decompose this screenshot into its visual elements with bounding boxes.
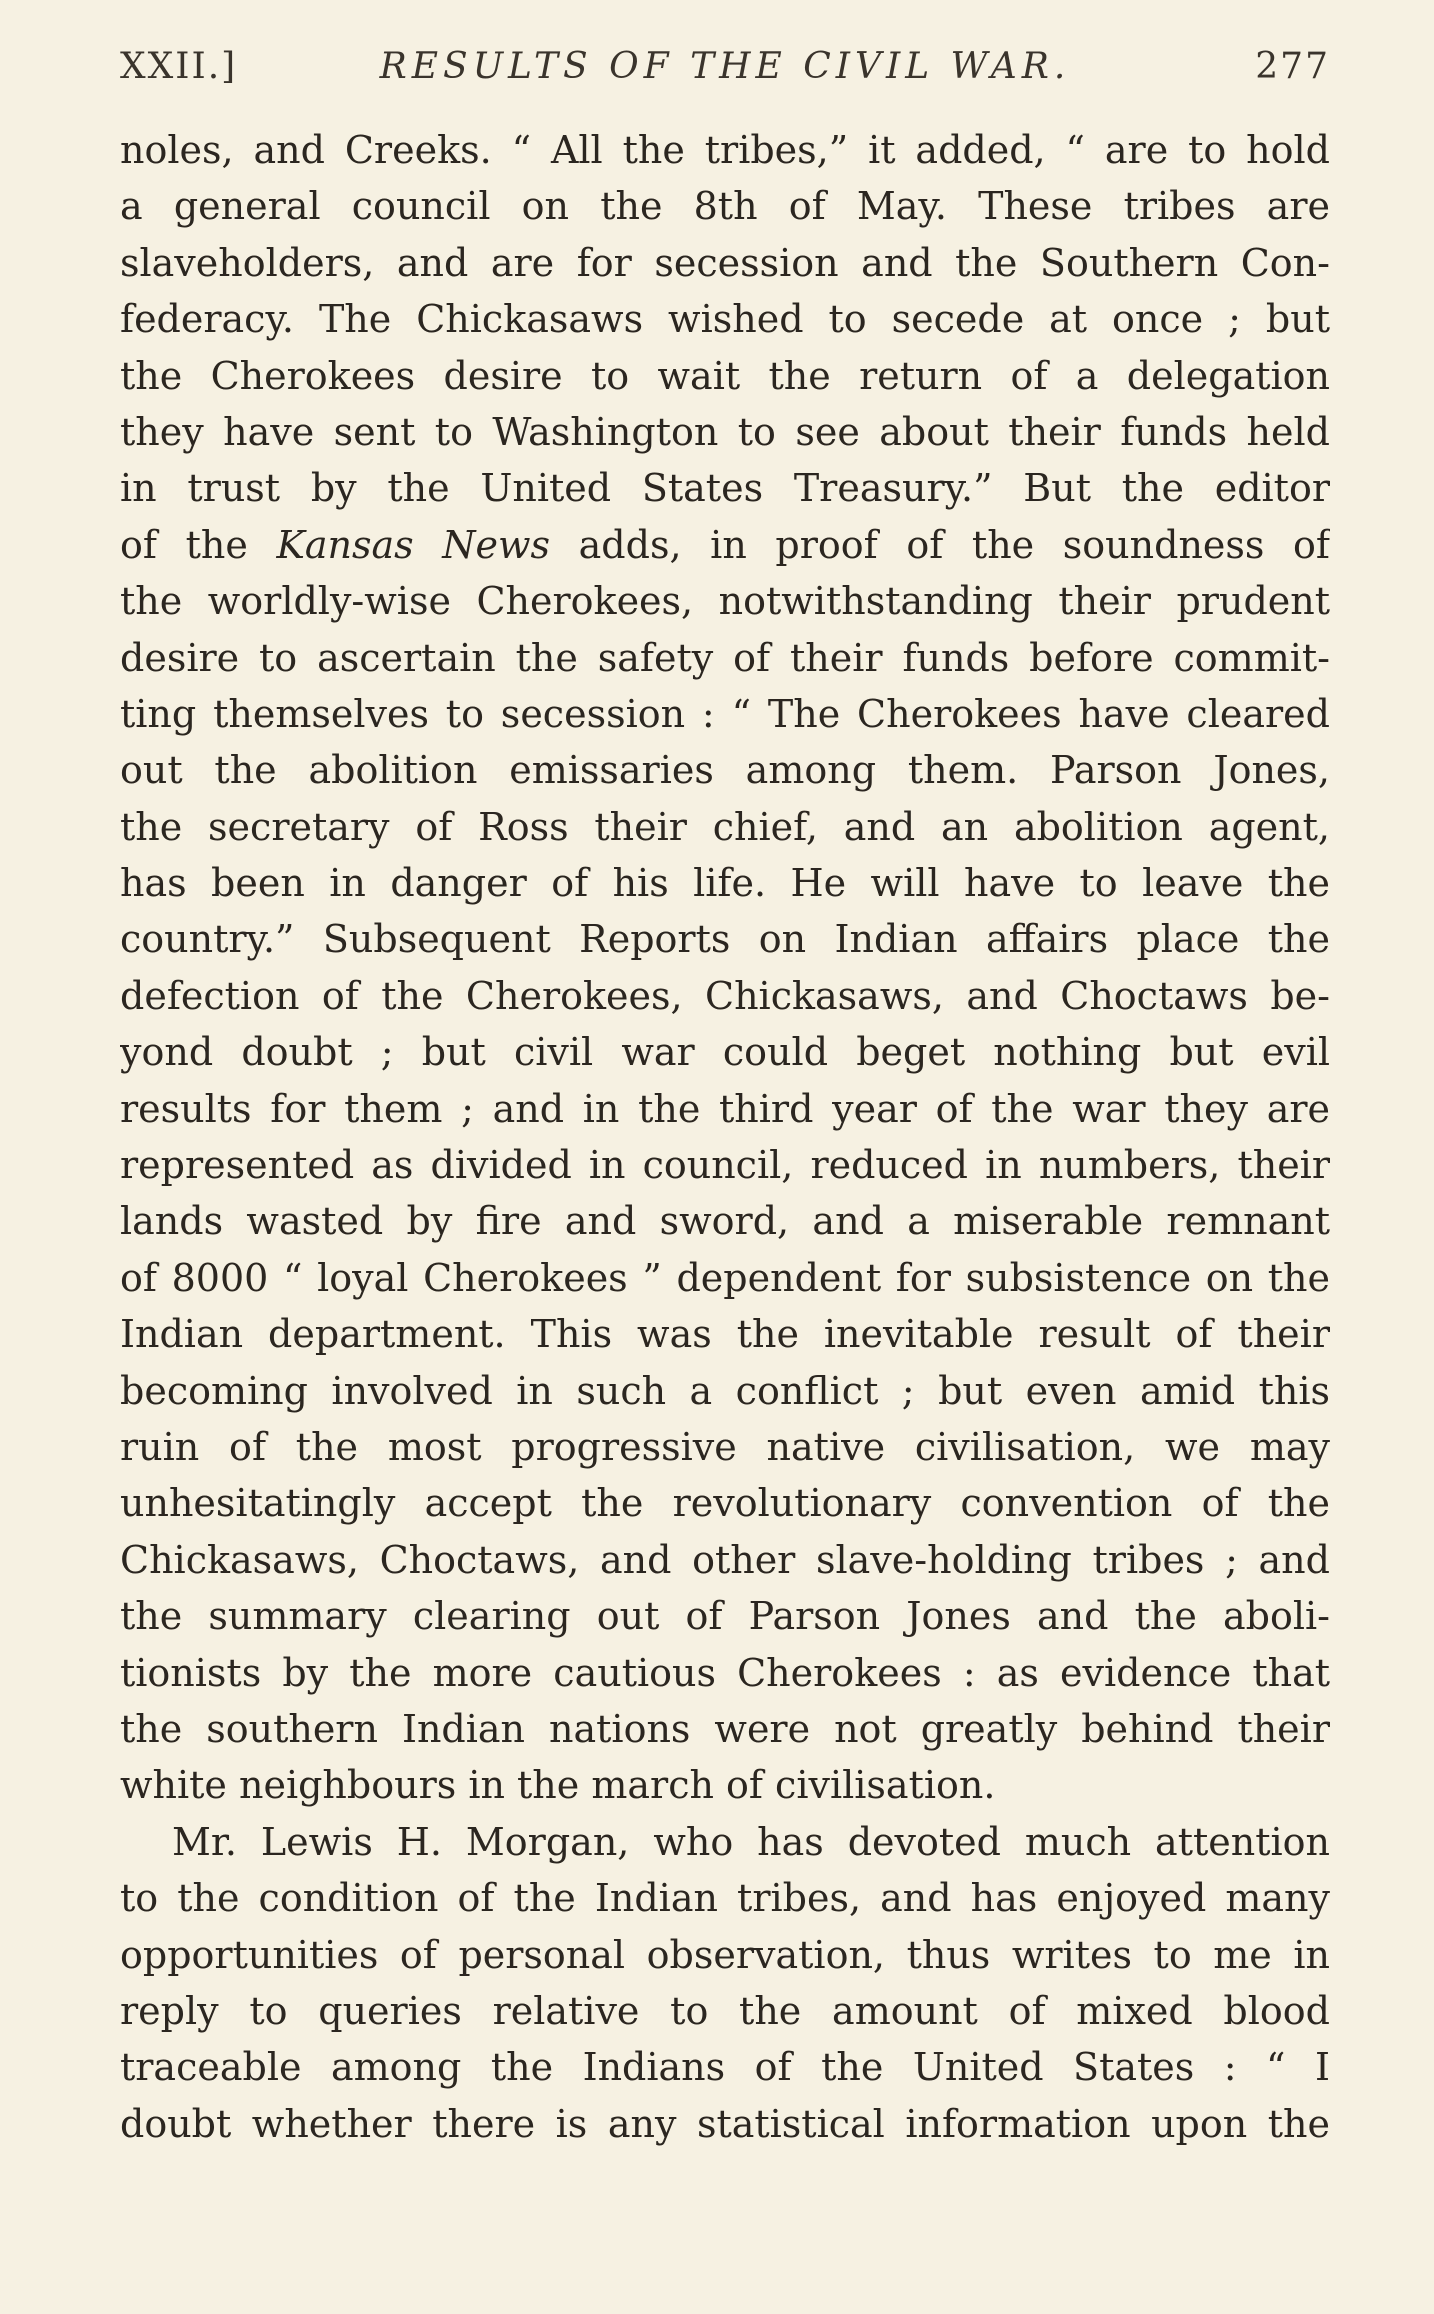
text-line: traceable among the Indians of the United States : “ I <box>120 2045 1330 2090</box>
text-line: out the abolition emissaries among them. Parson Jones, <box>120 748 1330 793</box>
text-line: becoming involved in such a conflict ; but even amid this <box>120 1368 1330 1413</box>
text-line: ruin of the most progressive native civilisation, we may <box>120 1424 1330 1469</box>
text-line: lands wasted by fire and sword, and a miserable remnant <box>120 1199 1330 1244</box>
text-fragment: of the <box>120 522 277 567</box>
text-line: the worldly-wise Cherokees, notwithstanding their prudent <box>120 579 1330 624</box>
text-line: the summary clearing out of Parson Jones and the aboli- <box>120 1594 1330 1639</box>
text-line: they have sent to Washington to see about their funds held <box>120 409 1330 454</box>
text-line: of 8000 “ loyal Cherokees ” dependent for subsistence on the <box>120 1255 1330 1300</box>
text-line-with-italic <box>120 517 1330 573</box>
text-line: slaveholders, and are for secession and the Southern Con- <box>120 240 1330 285</box>
text-line: ting themselves to secession : “ The Cherokees have cleared <box>120 691 1330 736</box>
text-line: tionists by the more cautious Cherokees : as evidence that <box>120 1650 1330 1695</box>
text-line: results for them ; and in the third year of the war they are <box>120 1086 1330 1131</box>
paragraph-first-line: Mr. Lewis H. Morgan, who has devoted much attention <box>172 1819 1330 1864</box>
text-line: the southern Indian nations were not greatly behind their <box>120 1706 1330 1751</box>
running-head <box>120 36 1330 96</box>
text-line: noles, and Creeks. “ All the tribes,” it added, “ are to hold <box>120 128 1330 172</box>
text-line: the Cherokees desire to wait the return of a delegation <box>120 353 1330 398</box>
text-line: yond doubt ; but civil war could beget nothing but evil <box>120 1030 1330 1075</box>
text-line: defection of the Cherokees, Chickasaws, and Choctaws be- <box>120 973 1330 1018</box>
text-line: desire to ascertain the safety of their funds before commit- <box>120 635 1330 680</box>
text-line: in trust by the United States Treasury.” But the editor <box>120 466 1330 511</box>
text-line: a general council on the 8th of May. These tribes are <box>120 184 1330 229</box>
newspaper-title: Kansas News <box>276 522 551 567</box>
running-title: RESULTS OF THE CIVIL WAR. <box>379 46 1071 87</box>
chapter-number: XXII.] <box>120 46 238 87</box>
text-line: has been in danger of his life. He will have to leave the <box>120 861 1330 906</box>
text-line: opportunities of personal observation, thus writes to me in <box>120 1932 1330 1977</box>
text-line: country.” Subsequent Reports on Indian affairs place the <box>120 917 1330 962</box>
text-line: Chickasaws, Choctaws, and other slave-holding tribes ; and <box>120 1537 1330 1582</box>
paragraph-last-line: white neighbours in the march of civilisation. <box>120 1763 996 1808</box>
text-line: represented as divided in council, reduced in numbers, their <box>120 1143 1330 1188</box>
body-text <box>120 122 1330 2152</box>
text-fragment: adds, in proof of the soundness of <box>550 522 1330 567</box>
text-line: doubt whether there is any statistical information upon the <box>120 2101 1330 2146</box>
text-line: Indian department. This was the inevitable result of their <box>120 1312 1330 1357</box>
text-line: federacy. The Chickasaws wished to secede at once ; but <box>120 297 1330 342</box>
page-number: 277 <box>1255 46 1330 87</box>
text-line: unhesitatingly accept the revolutionary convention of the <box>120 1481 1330 1526</box>
text-line: reply to queries relative to the amount of mixed blood <box>120 1988 1330 2033</box>
text-line: to the condition of the Indian tribes, and has enjoyed many <box>120 1876 1330 1921</box>
text-line: the secretary of Ross their chief, and an abolition agent, <box>120 804 1330 849</box>
